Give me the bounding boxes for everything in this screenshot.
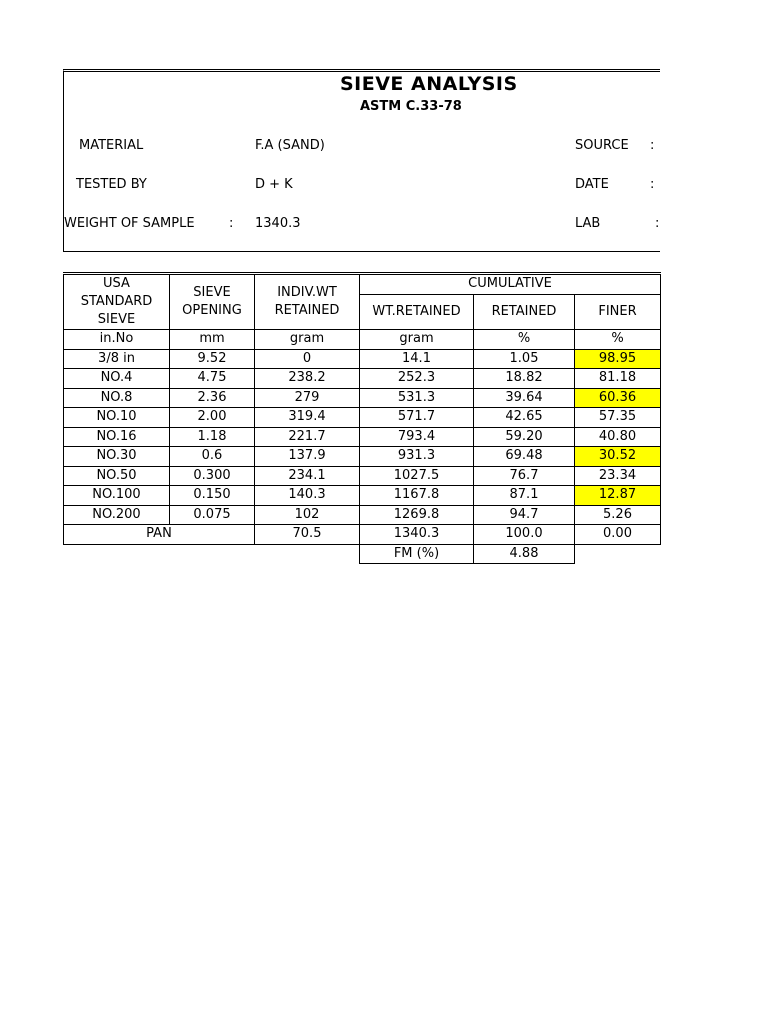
table-row [64, 447, 661, 467]
cell-cum-wt: 931.3 [360, 447, 474, 467]
empty-cell [170, 544, 255, 564]
cell-finer: 81.18 [575, 369, 661, 389]
page-subtitle: ASTM C.33-78 [360, 99, 462, 114]
cell-cum-ret: 39.64 [474, 388, 575, 408]
cell-opening: 2.36 [170, 388, 255, 408]
material-value: F.A (SAND) [255, 138, 325, 153]
table-row [64, 505, 661, 525]
table-row [64, 369, 661, 389]
cell-sieve: NO.50 [64, 466, 170, 486]
header-row-1 [64, 274, 661, 295]
weight-colon: : [229, 216, 234, 231]
cell-cum-wt: 1027.5 [360, 466, 474, 486]
table-row [64, 486, 661, 506]
cell-indiv: 137.9 [255, 447, 360, 467]
cell-opening: 0.300 [170, 466, 255, 486]
cell-indiv: 319.4 [255, 408, 360, 428]
weight-label: WEIGHT OF SAMPLE [64, 216, 195, 231]
cell-cum-ret: 69.48 [474, 447, 575, 467]
cell-indiv: 238.2 [255, 369, 360, 389]
table-row [64, 427, 661, 447]
table-row [64, 466, 661, 486]
header-cum-wt-retained [360, 294, 474, 330]
cell-indiv: 221.7 [255, 427, 360, 447]
cell-sieve: NO.10 [64, 408, 170, 428]
cell-sieve: NO.4 [64, 369, 170, 389]
sieve-table [63, 272, 661, 564]
cell-cum-ret: 94.7 [474, 505, 575, 525]
cell-cum-wt: 793.4 [360, 427, 474, 447]
header-indiv-wt-retained [255, 274, 360, 330]
cell-finer: 57.35 [575, 408, 661, 428]
cell-sieve: NO.30 [64, 447, 170, 467]
header-line: USA [103, 276, 130, 291]
material-label: MATERIAL [79, 138, 144, 153]
unit-cell: gram [255, 330, 360, 350]
tested-by-label: TESTED BY [76, 177, 147, 192]
source-colon: : [650, 138, 655, 153]
cell-indiv: 0 [255, 349, 360, 369]
cell-cum-wt: 531.3 [360, 388, 474, 408]
header-line: SIEVE [193, 285, 231, 300]
cell-opening: 4.75 [170, 369, 255, 389]
date-colon: : [650, 177, 655, 192]
cell-finer: 60.36 [575, 388, 661, 408]
cell-fm-value: 4.88 [474, 544, 575, 564]
cell-cum-ret: 76.7 [474, 466, 575, 486]
unit-cell: mm [170, 330, 255, 350]
empty-cell [255, 544, 360, 564]
cell-pan-label: PAN [64, 525, 255, 545]
table-row [64, 349, 661, 369]
cell-sieve: NO.8 [64, 388, 170, 408]
header-cumulative: CUMULATIVE [360, 274, 661, 295]
cell-indiv: 279 [255, 388, 360, 408]
cell-cum-wt: 1167.8 [360, 486, 474, 506]
header-line: STANDARD [80, 294, 153, 309]
cell-finer: 30.52 [575, 447, 661, 467]
table-row [64, 388, 661, 408]
cell-sieve: NO.200 [64, 505, 170, 525]
header-line: RETAINED [491, 303, 557, 319]
header-cum-finer [575, 294, 661, 330]
cell-pan-cum-ret: 100.0 [474, 525, 575, 545]
source-label: SOURCE [575, 138, 629, 153]
cell-sieve: NO.100 [64, 486, 170, 506]
cell-opening: 0.075 [170, 505, 255, 525]
cell-pan-cum-wt: 1340.3 [360, 525, 474, 545]
cell-cum-ret: 42.65 [474, 408, 575, 428]
unit-cell: in.No [64, 330, 170, 350]
cell-indiv: 140.3 [255, 486, 360, 506]
cell-opening: 9.52 [170, 349, 255, 369]
header-line: OPENING [182, 303, 242, 318]
cell-cum-ret: 87.1 [474, 486, 575, 506]
table-row [64, 408, 661, 428]
header-line: RETAINED [274, 303, 340, 318]
pan-row [64, 525, 661, 545]
cell-pan-indiv: 70.5 [255, 525, 360, 545]
header-sieve-opening [170, 274, 255, 330]
cell-opening: 2.00 [170, 408, 255, 428]
cell-opening: 1.18 [170, 427, 255, 447]
header-line: WT.RETAINED [372, 303, 461, 319]
cell-cum-wt: 1269.8 [360, 505, 474, 525]
cell-finer: 12.87 [575, 486, 661, 506]
empty-cell [64, 544, 170, 564]
header-cum-retained [474, 294, 575, 330]
empty-cell [575, 544, 661, 564]
cell-cum-wt: 571.7 [360, 408, 474, 428]
cell-cum-wt: 14.1 [360, 349, 474, 369]
lab-label: LAB [575, 216, 601, 231]
cell-sieve: NO.16 [64, 427, 170, 447]
cell-indiv: 234.1 [255, 466, 360, 486]
cell-finer: 40.80 [575, 427, 661, 447]
date-label: DATE [575, 177, 609, 192]
cell-finer: 98.95 [575, 349, 661, 369]
cell-finer: 5.26 [575, 505, 661, 525]
header-usa-standard-sieve [64, 274, 170, 330]
cell-cum-ret: 1.05 [474, 349, 575, 369]
cell-cum-ret: 59.20 [474, 427, 575, 447]
cell-finer: 23.34 [575, 466, 661, 486]
cell-cum-ret: 18.82 [474, 369, 575, 389]
lab-colon: : [655, 216, 660, 231]
cell-cum-wt: 252.3 [360, 369, 474, 389]
cell-sieve: 3/8 in [64, 349, 170, 369]
cell-fm-label: FM (%) [360, 544, 474, 564]
weight-value: 1340.3 [255, 216, 301, 231]
header-line: FINER [598, 303, 637, 319]
cell-opening: 0.150 [170, 486, 255, 506]
cell-pan-finer: 0.00 [575, 525, 661, 545]
header-line: SIEVE [97, 312, 136, 327]
cell-indiv: 102 [255, 505, 360, 525]
unit-cell: % [575, 330, 661, 350]
header-line: INDIV.WT [277, 285, 337, 300]
fm-row [64, 544, 661, 564]
page-title: SIEVE ANALYSIS [340, 73, 518, 95]
units-row [64, 330, 661, 350]
unit-cell: % [474, 330, 575, 350]
tested-by-value: D + K [255, 177, 293, 192]
cell-opening: 0.6 [170, 447, 255, 467]
unit-cell: gram [360, 330, 474, 350]
